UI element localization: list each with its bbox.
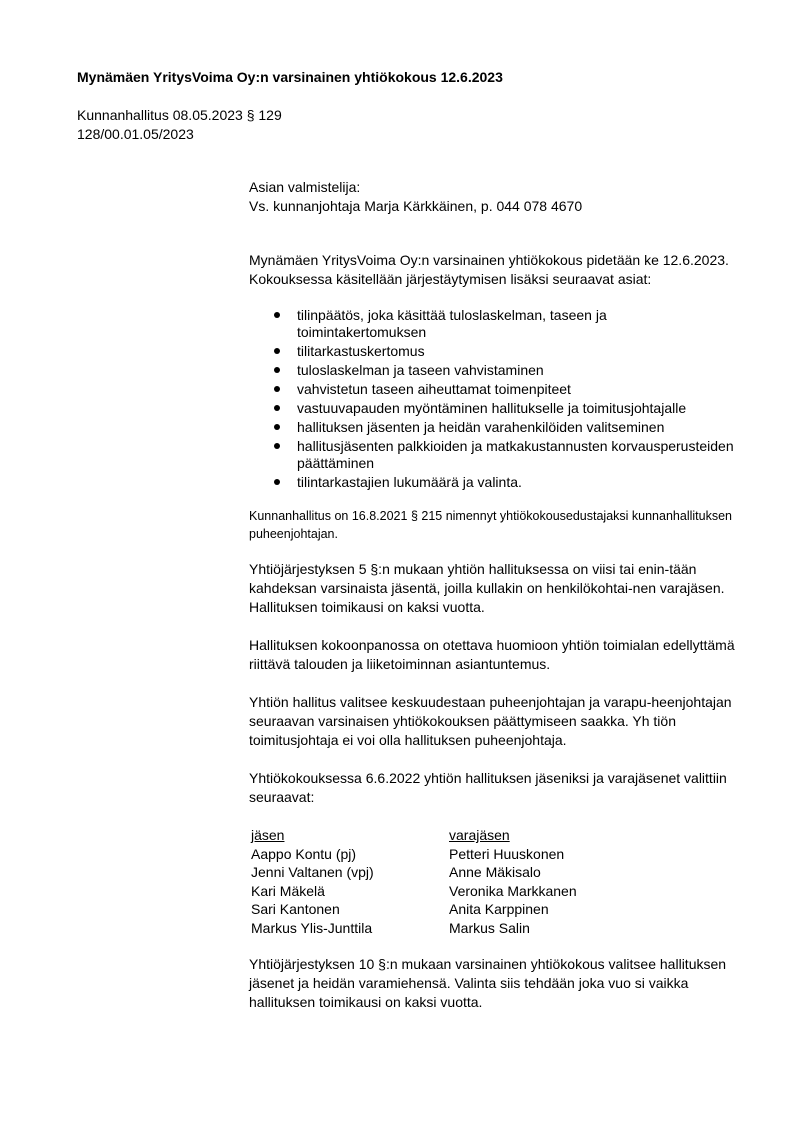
preparer-label: Asian valmistelija: [249, 179, 361, 195]
table-row [251, 900, 577, 919]
deputy-name: Anita Karppinen [449, 901, 549, 918]
case-number: 128/00.01.05/2023 [77, 126, 194, 142]
list-item: vahvistetun taseen aiheuttamat toimenpiteet [249, 381, 739, 398]
preparer-name: Vs. kunnanjohtaja Marja Kärkkäinen, p. 044 078 4670 [249, 198, 583, 214]
list-item: tilitarkastuskertomus [249, 343, 739, 360]
bylaws-10-paragraph: Yhtiöjärjestyksen 10 §:n mukaan varsinainen yhtiökokous valitsee hallituksen jäsenet ja heidän varamiehensä. Valinta siis tehdään joka vuo si vaikka hallituksen toimikausi on kaksi vuotta. [249, 955, 727, 1010]
reference-block [77, 106, 282, 144]
chair-paragraph: Yhtiön hallitus valitsee keskuudestaan puheenjohtajan ja varapu-heenjohtajan seuraavan varsinaisen yhtiökokouksen päättymiseen saakka. Yh tiön toimitusjohtaja ei voi olla hallituksen puheenjohtaja. [249, 694, 732, 748]
member-name: Aappo Kontu (pj) [251, 845, 357, 862]
list-item: hallituksen jäsenten ja heidän varahenkilöiden valitseminen [249, 419, 739, 436]
topic-list [249, 307, 739, 491]
list-item: tuloslaskelman ja taseen vahvistaminen [249, 362, 739, 379]
column-header-member: jäsen [251, 827, 285, 843]
document-title: Mynämäen YritysVoima Oy:n varsinainen yhtiökokous 12.6.2023 [77, 69, 503, 85]
table-header-row [251, 826, 577, 845]
composition-paragraph: Hallituksen kokoonpanossa on otettava huomioon yhtiön toimialan edellyttämä riittävä talouden ja liiketoiminnan asiantuntemus. [249, 637, 735, 672]
table-row [251, 863, 577, 882]
bylaws-5-paragraph: Yhtiöjärjestyksen 5 §:n mukaan yhtiön hallituksessa on viisi tai enin-tään kahdeksan varsinaista jäsentä, joilla kullakin on henkilökohtai-nen varajäsen. Hallituksen toimikausi on kaksi vuotta. [249, 561, 725, 615]
table-row [251, 845, 577, 864]
meeting-2022-paragraph: Yhtiökokouksessa 6.6.2022 yhtiön hallituksen jäseniksi ja varajäsenet valittiin seuraavat: [249, 770, 727, 805]
member-name: Sari Kantonen [251, 901, 340, 918]
deputy-name: Veronika Markkanen [449, 882, 577, 899]
preparer-block [249, 178, 739, 216]
column-header-deputy: varajäsen [449, 827, 510, 843]
list-item: tilinpäätös, joka käsittää tuloslaskelman, taseen ja toimintakertomuksen [249, 307, 739, 341]
deputy-name: Petteri Huuskonen [449, 845, 565, 862]
member-name: Markus Ylis-Junttila [251, 919, 373, 936]
table-row [251, 919, 577, 938]
deputy-name: Anne Mäkisalo [449, 864, 541, 881]
board-table [251, 826, 577, 938]
list-item: hallitusjäsenten palkkioiden ja matkakustannusten korvausperusteiden päättäminen [249, 438, 739, 472]
table-row [251, 882, 577, 901]
main-content [249, 178, 739, 1031]
member-name: Jenni Valtanen (vpj) [251, 864, 374, 881]
representative-note: Kunnanhallitus on 16.8.2021 § 215 nimennyt yhtiökokousedustajaksi kunnanhallituksen puheenjohtajan. [249, 509, 732, 541]
list-item: vastuuvapauden myöntäminen hallitukselle ja toimitusjohtajalle [249, 400, 739, 417]
member-name: Kari Mäkelä [251, 882, 325, 899]
list-item: tilintarkastajien lukumäärä ja valinta. [249, 474, 739, 491]
meeting-reference: Kunnanhallitus 08.05.2023 § 129 [77, 107, 282, 123]
deputy-name: Markus Salin [449, 919, 530, 936]
intro-paragraph: Mynämäen YritysVoima Oy:n varsinainen yhtiökokous pidetään ke 12.6.2023. Kokouksessa käsitellään järjestäytymisen lisäksi seuraavat asiat: [249, 252, 729, 287]
